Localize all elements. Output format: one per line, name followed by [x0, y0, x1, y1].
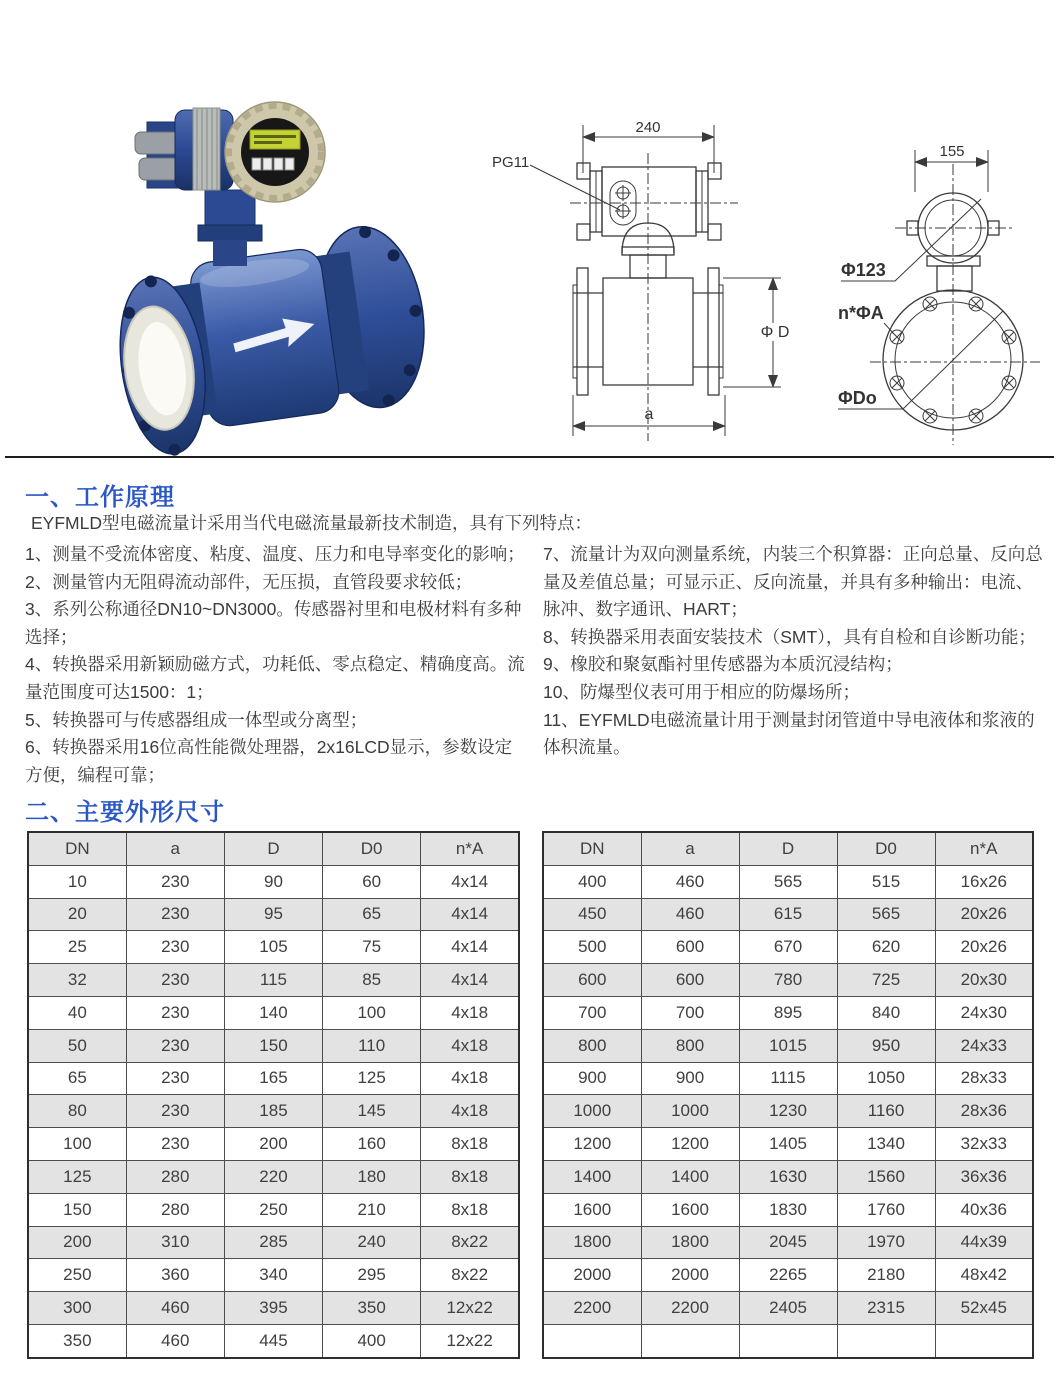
table-cell: 1200: [543, 1128, 641, 1161]
table-row: [543, 1029, 1033, 1062]
table-cell: 1970: [837, 1226, 935, 1259]
table-cell: 600: [543, 964, 641, 997]
table-cell: 1600: [641, 1193, 739, 1226]
table-cell: 90: [224, 865, 322, 898]
table-cell: 48x42: [935, 1259, 1033, 1292]
table-row: [28, 865, 519, 898]
table-cell: 1160: [837, 1095, 935, 1128]
table-cell: 600: [641, 964, 739, 997]
table-cell: 165: [224, 1062, 322, 1095]
table-cell: 230: [126, 1095, 224, 1128]
table-cell: 4x18: [421, 1095, 519, 1128]
table-cell: 24x30: [935, 996, 1033, 1029]
table-cell: 40x36: [935, 1193, 1033, 1226]
table-cell: 200: [224, 1128, 322, 1161]
table-cell: 1015: [739, 1029, 837, 1062]
table-cell: 1800: [543, 1226, 641, 1259]
table-cell: [641, 1324, 739, 1357]
table-cell: 2405: [739, 1292, 837, 1325]
column-header: D: [224, 832, 322, 865]
table-cell: 2200: [641, 1292, 739, 1325]
display-face: [241, 118, 309, 186]
column-header: DN: [28, 832, 126, 865]
table-cell: 565: [837, 898, 935, 931]
feature-item: 9、橡胶和聚氨酯衬里传感器为本质沉浸结构；: [543, 654, 903, 675]
table-cell: 12x22: [421, 1324, 519, 1357]
side-view-drawing: [822, 118, 1059, 455]
table-cell: 500: [543, 931, 641, 964]
table-cell: 1800: [641, 1226, 739, 1259]
table-cell: 340: [224, 1259, 322, 1292]
features-left: [25, 541, 528, 789]
table-cell: 1000: [543, 1095, 641, 1128]
table-cell: 460: [641, 865, 739, 898]
feature-item: 4、转换器采用新颖励磁方式，功耗低、零点稳定、精确度高。流量范围度可达1500：1；: [25, 654, 525, 702]
table-cell: 2315: [837, 1292, 935, 1325]
table-cell: 65: [323, 898, 421, 931]
table-cell: 100: [28, 1128, 126, 1161]
table-cell: 4x14: [421, 898, 519, 931]
table-cell: 350: [28, 1324, 126, 1357]
column-header: D0: [837, 832, 935, 865]
converter-head: [135, 102, 325, 266]
dim-label-bolt-spec: n*ΦA: [838, 303, 884, 323]
table-cell: 460: [126, 1292, 224, 1325]
table-cell: 32x33: [935, 1128, 1033, 1161]
table-cell: 200: [28, 1226, 126, 1259]
feature-item: 3、系列公称通径DN10~DN3000。传感器衬里和电极材料有多种选择；: [25, 599, 522, 647]
table-cell: 28x33: [935, 1062, 1033, 1095]
table-row: [28, 931, 519, 964]
table-cell: 230: [126, 931, 224, 964]
table-cell: 16x26: [935, 865, 1033, 898]
dim-label-155: 155: [939, 143, 965, 160]
keypad-button: [252, 158, 261, 170]
table-cell: 85: [323, 964, 421, 997]
table-cell: [543, 1324, 641, 1357]
table-row: [28, 996, 519, 1029]
table-cell: 1340: [837, 1128, 935, 1161]
section-divider: [5, 456, 1054, 458]
dim-label-a: a: [644, 406, 654, 423]
table-cell: 280: [126, 1160, 224, 1193]
table-row: [543, 1324, 1033, 1357]
table-cell: 10: [28, 865, 126, 898]
column-header: a: [641, 832, 739, 865]
table-cell: 1600: [543, 1193, 641, 1226]
table-row: [28, 898, 519, 931]
table-cell: 150: [224, 1029, 322, 1062]
dimension-table-right: [542, 831, 1034, 1359]
table-cell: 2000: [543, 1259, 641, 1292]
table-cell: 900: [543, 1062, 641, 1095]
table-cell: 1400: [543, 1160, 641, 1193]
table-cell: 1115: [739, 1062, 837, 1095]
table-cell: [935, 1324, 1033, 1357]
table-cell: 1230: [739, 1095, 837, 1128]
table-cell: 400: [323, 1324, 421, 1357]
table-cell: 230: [126, 1128, 224, 1161]
table-cell: 460: [126, 1324, 224, 1357]
table-cell: 700: [641, 996, 739, 1029]
table-cell: 20x26: [935, 931, 1033, 964]
table-row: [543, 1259, 1033, 1292]
table-cell: 725: [837, 964, 935, 997]
table-cell: 240: [323, 1226, 421, 1259]
feature-item: 8、转换器采用表面安装技术（SMT），具有自检和自诊断功能；: [543, 626, 1036, 647]
dim-label-head-diameter: Φ123: [841, 260, 886, 280]
table-cell: 65: [28, 1062, 126, 1095]
table-cell: 1000: [641, 1095, 739, 1128]
table-cell: 800: [641, 1029, 739, 1062]
table-cell: 8x18: [421, 1193, 519, 1226]
keypad-button: [263, 158, 272, 170]
table-cell: 105: [224, 931, 322, 964]
table-cell: 900: [641, 1062, 739, 1095]
table-cell: 52x45: [935, 1292, 1033, 1325]
column-header: DN: [543, 832, 641, 865]
table-cell: 4x14: [421, 931, 519, 964]
table-cell: 4x14: [421, 865, 519, 898]
table-cell: 615: [739, 898, 837, 931]
table-cell: 100: [323, 996, 421, 1029]
table-cell: 230: [126, 898, 224, 931]
table-row: [28, 1226, 519, 1259]
column-header: n*A: [935, 832, 1033, 865]
column-header: n*A: [421, 832, 519, 865]
table-row: [28, 1128, 519, 1161]
table-cell: 350: [323, 1292, 421, 1325]
feature-item: 1、测量不受流体密度、粘度、温度、压力和电导率变化的影响；: [25, 544, 525, 564]
table-cell: [837, 1324, 935, 1357]
table-cell: 250: [224, 1193, 322, 1226]
table-cell: 4x18: [421, 1062, 519, 1095]
table-cell: 160: [323, 1128, 421, 1161]
table-cell: 8x22: [421, 1226, 519, 1259]
table-cell: 2180: [837, 1259, 935, 1292]
table-cell: 450: [543, 898, 641, 931]
table-row: [543, 865, 1033, 898]
dimension-table-right-wrap: [542, 831, 1034, 1359]
table-cell: 75: [323, 931, 421, 964]
table-cell: 250: [28, 1259, 126, 1292]
table-cell: 395: [224, 1292, 322, 1325]
table-cell: 210: [323, 1193, 421, 1226]
table-cell: 1400: [641, 1160, 739, 1193]
table-row: [28, 1324, 519, 1357]
column-header: a: [126, 832, 224, 865]
table-cell: 2000: [641, 1259, 739, 1292]
feature-item: 5、转换器可与传感器组成一体型或分离型；: [25, 709, 368, 730]
table-cell: 60: [323, 865, 421, 898]
dimension-table-left: [27, 831, 520, 1359]
table-cell: 95: [224, 898, 322, 931]
dim-label-d: Φ D: [760, 324, 790, 341]
table-cell: [739, 1324, 837, 1357]
table-cell: 50: [28, 1029, 126, 1062]
section1-heading: 一、工作原理: [25, 484, 175, 511]
table-cell: 2045: [739, 1226, 837, 1259]
dim-label-outer-diameter: ΦDo: [838, 388, 877, 408]
header-row: [28, 832, 519, 865]
feature-item: 10、防爆型仪表可用于相应的防爆场所；: [543, 681, 860, 702]
table-row: [543, 1062, 1033, 1095]
table-cell: 300: [28, 1292, 126, 1325]
table-cell: 125: [28, 1160, 126, 1193]
table-cell: 8x22: [421, 1259, 519, 1292]
table-cell: 1405: [739, 1128, 837, 1161]
table-row: [543, 1095, 1033, 1128]
table-cell: 230: [126, 996, 224, 1029]
table-cell: 670: [739, 931, 837, 964]
table-cell: 150: [28, 1193, 126, 1226]
table-row: [28, 1193, 519, 1226]
feature-item: 7、流量计为双向测量系统，内装三个积算器：正向总量、反向总量及差值总量；可显示正、反向流量，并具有多种输出：电流、脉冲、数字通讯、HART；: [543, 544, 1043, 620]
table-cell: 460: [641, 898, 739, 931]
table-cell: 32: [28, 964, 126, 997]
table-cell: 80: [28, 1095, 126, 1128]
table-cell: 445: [224, 1324, 322, 1357]
table-cell: 700: [543, 996, 641, 1029]
keypad-button: [274, 158, 283, 170]
table-cell: 145: [323, 1095, 421, 1128]
table-cell: 950: [837, 1029, 935, 1062]
table-cell: 620: [837, 931, 935, 964]
table-cell: 8x18: [421, 1160, 519, 1193]
dim-label-pg11: PG11: [492, 154, 530, 171]
table-row: [543, 1128, 1033, 1161]
table-cell: 140: [224, 996, 322, 1029]
table-cell: 1200: [641, 1128, 739, 1161]
table-cell: 280: [126, 1193, 224, 1226]
table-cell: 285: [224, 1226, 322, 1259]
table-cell: 2265: [739, 1259, 837, 1292]
table-cell: 12x22: [421, 1292, 519, 1325]
table-row: [28, 1062, 519, 1095]
table-cell: 230: [126, 865, 224, 898]
keypad-button: [285, 158, 294, 170]
table-row: [543, 1160, 1033, 1193]
table-cell: 20: [28, 898, 126, 931]
features-right: [543, 541, 1044, 762]
table-cell: 515: [837, 865, 935, 898]
table-cell: 1050: [837, 1062, 935, 1095]
table-cell: 360: [126, 1259, 224, 1292]
table-row: [28, 1095, 519, 1128]
column-header: D: [739, 832, 837, 865]
table-cell: 25: [28, 931, 126, 964]
table-cell: 230: [126, 964, 224, 997]
lcd-screen: [250, 130, 300, 149]
table-cell: 310: [126, 1226, 224, 1259]
table-cell: 230: [126, 1029, 224, 1062]
table-row: [28, 1259, 519, 1292]
table-cell: 230: [126, 1062, 224, 1095]
cable-gland: [135, 132, 179, 154]
header-row: [543, 832, 1033, 865]
table-cell: 2200: [543, 1292, 641, 1325]
section2-heading: 二、主要外形尺寸: [25, 799, 225, 826]
table-cell: 780: [739, 964, 837, 997]
table-cell: 840: [837, 996, 935, 1029]
table-cell: 4x14: [421, 964, 519, 997]
table-cell: 180: [323, 1160, 421, 1193]
table-cell: 44x39: [935, 1226, 1033, 1259]
left-flange-outline: [577, 268, 588, 395]
table-row: [543, 931, 1033, 964]
table-row: [28, 1160, 519, 1193]
feature-item: 6、转换器采用16位高性能微处理器，2x16LCD显示，参数设定方便，编程可靠；: [25, 737, 513, 785]
table-row: [28, 964, 519, 997]
table-row: [543, 1193, 1033, 1226]
table-cell: 895: [739, 996, 837, 1029]
front-view-drawing: [480, 95, 796, 456]
table-cell: 4x18: [421, 996, 519, 1029]
table-row: [28, 1292, 519, 1325]
table-cell: 565: [739, 865, 837, 898]
column-header: D0: [323, 832, 421, 865]
table-cell: 800: [543, 1029, 641, 1062]
table-cell: 220: [224, 1160, 322, 1193]
table-cell: 1560: [837, 1160, 935, 1193]
table-row: [28, 1029, 519, 1062]
section1-intro: EYFMLD型电磁流量计采用当代电磁流量最新技术制造，具有下列特点：: [31, 513, 592, 533]
dimension-table-left-wrap: [27, 831, 520, 1359]
converter-housing-outline: [602, 167, 696, 236]
table-cell: 28x36: [935, 1095, 1033, 1128]
table-cell: 600: [641, 931, 739, 964]
table-cell: 1630: [739, 1160, 837, 1193]
table-cell: 1760: [837, 1193, 935, 1226]
table-row: [543, 898, 1033, 931]
right-flange-outline: [708, 268, 719, 395]
table-cell: 20x30: [935, 964, 1033, 997]
table-cell: 185: [224, 1095, 322, 1128]
table-cell: 24x33: [935, 1029, 1033, 1062]
table-cell: 115: [224, 964, 322, 997]
table-cell: 295: [323, 1259, 421, 1292]
product-photo: [95, 82, 435, 465]
table-row: [543, 964, 1033, 997]
feature-item: 11、EYFMLD电磁流量计用于测量封闭管道中导电液体和浆液的体积流量。: [543, 709, 1035, 758]
table-cell: 4x18: [421, 1029, 519, 1062]
table-cell: 110: [323, 1029, 421, 1062]
feature-item: 2、测量管内无阻碍流动部件，无压损，直管段要求较低；: [25, 571, 473, 592]
table-cell: 40: [28, 996, 126, 1029]
table-cell: 1830: [739, 1193, 837, 1226]
table-cell: 125: [323, 1062, 421, 1095]
table-row: [543, 1292, 1033, 1325]
flowmeter-photo-image: [95, 82, 435, 460]
table-cell: 8x18: [421, 1128, 519, 1161]
table-cell: 400: [543, 865, 641, 898]
table-cell: 20x26: [935, 898, 1033, 931]
table-cell: 36x36: [935, 1160, 1033, 1193]
table-row: [543, 1226, 1033, 1259]
pipe-assembly: [107, 220, 435, 460]
dim-label-240: 240: [635, 119, 661, 136]
table-row: [543, 996, 1033, 1029]
